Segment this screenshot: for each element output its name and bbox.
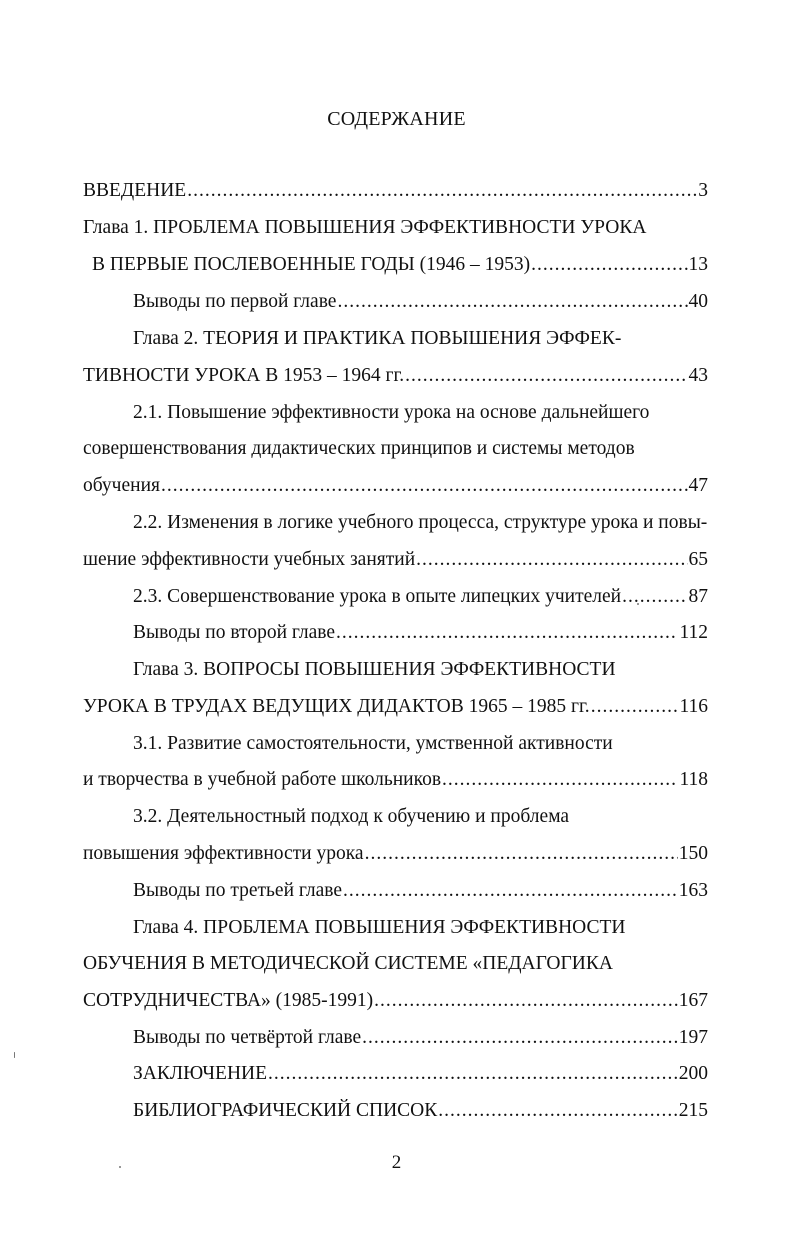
toc-leader-dots bbox=[438, 1099, 678, 1123]
toc-page-number: 43 bbox=[688, 365, 708, 386]
toc-page-number: 197 bbox=[678, 1027, 708, 1048]
toc-leader-dots bbox=[416, 548, 687, 572]
toc-section-3-2-line-1: 3.2. Деятельностный подход к обучению и проблема bbox=[133, 806, 570, 827]
toc-page-number: 13 bbox=[688, 254, 708, 275]
toc-chapter-3-line-2 bbox=[83, 695, 708, 719]
toc-entry-title: Выводы по третьей главе bbox=[133, 880, 343, 901]
toc-chapter-1-line-2 bbox=[92, 253, 708, 277]
toc-chapter-1-line-1: Глава 1. ПРОБЛЕМА ПОВЫШЕНИЯ ЭФФЕКТИВНОСТИ УРОКА bbox=[83, 217, 647, 238]
toc-section-3-1-line-1: 3.1. Развитие самостоятельности, умственной активности bbox=[133, 733, 613, 754]
toc-entry-title: ТИВНОСТИ УРОКА В 1953 – 1964 гг. bbox=[83, 365, 405, 386]
toc-page-number: 65 bbox=[688, 549, 708, 570]
toc-entry-title: повышения эффективности урока bbox=[83, 843, 364, 864]
toc-leader-dots bbox=[442, 768, 678, 792]
toc-entry-title: УРОКА В ТРУДАХ ВЕДУЩИХ ДИДАКТОВ 1965 – 1985 гг. bbox=[83, 696, 590, 717]
toc-entry-title: 2.3. Совершенствование урока в опыте липецких учителей bbox=[133, 586, 622, 607]
toc-section-2-3 bbox=[133, 585, 708, 609]
toc-entry-title: обучения bbox=[83, 475, 160, 496]
toc-entry-title: шение эффективности учебных занятий bbox=[83, 549, 416, 570]
toc-entry-conclusion bbox=[133, 1062, 708, 1086]
toc-page-number: 47 bbox=[688, 475, 708, 496]
toc-leader-dots bbox=[343, 879, 678, 903]
scan-speck bbox=[119, 1166, 121, 1168]
toc-entry-title: Выводы по второй главе bbox=[133, 622, 336, 643]
toc-entry-title: Выводы по четвёртой главе bbox=[133, 1027, 362, 1048]
toc-page-number: 116 bbox=[679, 696, 708, 717]
toc-entry-title: ВВЕДЕНИЕ bbox=[83, 180, 187, 201]
toc-page-number: 167 bbox=[678, 990, 708, 1011]
toc-page-number: 87 bbox=[688, 586, 708, 607]
toc-leader-dots bbox=[405, 364, 687, 388]
toc-chapter-4-line-3 bbox=[83, 989, 708, 1013]
toc-page-number: 118 bbox=[679, 769, 708, 790]
toc-page-number: 112 bbox=[679, 622, 708, 643]
toc-page-number: 215 bbox=[678, 1100, 708, 1121]
toc-entry-title: и творчества в учебной работе школьников bbox=[83, 769, 442, 790]
toc-leader-dots bbox=[374, 989, 678, 1013]
toc-chapter-2-conclusion bbox=[133, 621, 708, 645]
toc-page-number: 163 bbox=[678, 880, 708, 901]
toc-section-2-1-line-2: совершенствования дидактических принципов и системы методов bbox=[83, 438, 635, 459]
toc-chapter-4-conclusion bbox=[133, 1026, 708, 1050]
toc-page-number: 150 bbox=[678, 843, 708, 864]
toc-entry-title: Выводы по первой главе bbox=[133, 291, 337, 312]
toc-leader-dots bbox=[362, 1026, 678, 1050]
toc-entry-title: БИБЛИОГРАФИЧЕСКИЙ СПИСОК bbox=[133, 1100, 438, 1121]
toc-chapter-2-line-2 bbox=[83, 364, 708, 388]
scan-speck bbox=[637, 603, 639, 605]
toc-entry-title: СОТРУДНИЧЕСТВА» (1985-1991) bbox=[83, 990, 374, 1011]
toc-chapter-2-line-1: Глава 2. ТЕОРИЯ И ПРАКТИКА ПОВЫШЕНИЯ ЭФФЕК- bbox=[133, 328, 622, 349]
toc-leader-dots bbox=[187, 179, 697, 203]
toc-chapter-4-line-2: ОБУЧЕНИЯ В МЕТОДИЧЕСКОЙ СИСТЕМЕ «ПЕДАГОГИКА bbox=[83, 953, 613, 974]
toc-page-number: 40 bbox=[688, 291, 708, 312]
toc-heading: СОДЕРЖАНИЕ bbox=[327, 108, 466, 130]
toc-entry-title: В ПЕРВЫЕ ПОСЛЕВОЕННЫЕ ГОДЫ (1946 – 1953) bbox=[92, 254, 531, 275]
toc-page-number: 200 bbox=[678, 1063, 708, 1084]
scan-speck bbox=[14, 1052, 15, 1058]
toc-leader-dots bbox=[268, 1062, 678, 1086]
page-number: 2 bbox=[391, 1152, 402, 1173]
toc-leader-dots bbox=[337, 290, 687, 314]
toc-chapter-1-conclusion bbox=[133, 290, 708, 314]
toc-page-number: 3 bbox=[698, 180, 708, 201]
toc-section-2-2-line-2 bbox=[83, 548, 708, 572]
toc-section-2-2-line-1: 2.2. Изменения в логике учебного процесса, структуре урока и повы- bbox=[133, 512, 708, 533]
toc-section-3-1-line-2 bbox=[83, 768, 708, 792]
toc-leader-dots bbox=[161, 474, 688, 498]
toc-leader-dots bbox=[591, 695, 679, 719]
toc-entry-title: ЗАКЛЮЧЕНИЕ bbox=[133, 1063, 268, 1084]
toc-leader-dots bbox=[622, 585, 687, 609]
toc-entry-intro bbox=[83, 179, 708, 203]
toc-leader-dots bbox=[336, 621, 678, 645]
toc-chapter-3-line-1: Глава 3. ВОПРОСЫ ПОВЫШЕНИЯ ЭФФЕКТИВНОСТИ bbox=[133, 659, 616, 680]
toc-section-2-1-line-1: 2.1. Повышение эффективности урока на основе дальнейшего bbox=[133, 402, 650, 423]
toc-leader-dots bbox=[531, 253, 687, 277]
toc-section-3-2-line-2 bbox=[83, 842, 708, 866]
toc-section-2-1-line-3 bbox=[83, 474, 708, 498]
toc-entry-bibliography bbox=[133, 1099, 708, 1123]
toc-chapter-4-line-1: Глава 4. ПРОБЛЕМА ПОВЫШЕНИЯ ЭФФЕКТИВНОСТИ bbox=[133, 917, 626, 938]
toc-leader-dots bbox=[365, 842, 678, 866]
toc-chapter-3-conclusion bbox=[133, 879, 708, 903]
